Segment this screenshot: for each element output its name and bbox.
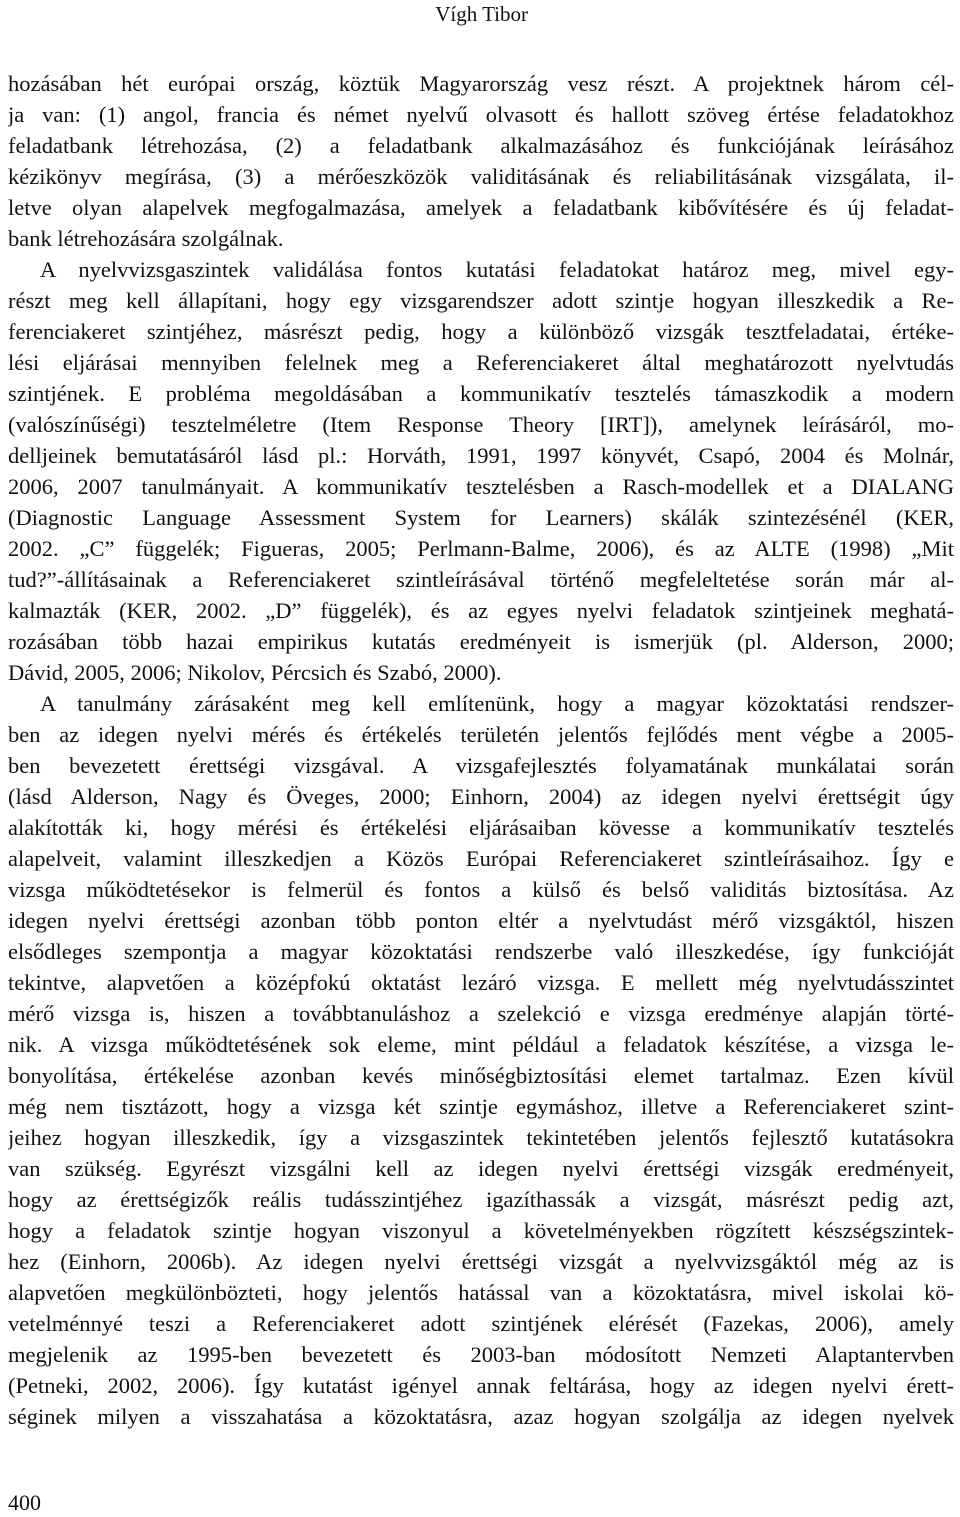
text-line: A nyelvvizsgaszintek validálása fontos kutatási feladatokat határoz meg, mivel egy- — [40, 257, 954, 282]
running-head: Vígh Tibor — [435, 2, 528, 26]
text-line: jeihez hogyan illeszkedik, így a vizsgaszintek tekintetében jelentős fejlesztő kutatásokra — [8, 1125, 954, 1150]
text-line: tekintve, alapvetően a középfokú oktatást lezáró vizsga. E mellett még nyelvtudásszintet — [8, 970, 954, 995]
text-line: hozásában hét európai ország, köztük Magyarország vesz részt. A projektnek három cél- — [8, 71, 954, 96]
text-line: 2006, 2007 tanulmányait. A kommunikatív tesztelésben a Rasch-modellek et a DIALANG — [8, 474, 954, 499]
text-line: lési eljárásai mennyiben felelnek meg a Referenciakeret által meghatározott nyelvtudás — [8, 350, 954, 375]
text-line: 2002. „C” függelék; Figueras, 2005; Perlmann-Balme, 2006), és az ALTE (1998) „Mit — [8, 536, 954, 561]
text-line: ja van: (1) angol, francia és német nyelvű olvasott és hallott szöveg értése feladatokhoz — [8, 102, 954, 127]
text-line: tud?”-állításainak a Referenciakeret szintleírásával történő megfeleltetése során már al- — [8, 567, 954, 592]
text-line: A tanulmány zárásaként meg kell említenünk, hogy a magyar közoktatási rendszer- — [40, 691, 954, 716]
text-line: rozásában több hazai empirikus kutatás eredményeit is ismerjük (pl. Alderson, 2000; — [8, 629, 954, 654]
text-line: kézikönyv megírása, (3) a mérőeszközök validitásának és reliabilitásának vizsgálata, il- — [8, 164, 954, 189]
text-line: (valószínűségi) tesztelméletre (Item Response Theory [IRT]), amelynek leírásáról, mo- — [8, 412, 954, 437]
text-line: megjelenik az 1995-ben bevezetett és 2003-ban módosított Nemzeti Alaptantervben — [8, 1342, 954, 1367]
text-line: feladatbank létrehozása, (2) a feladatbank alkalmazásához és funkciójának leírásához — [8, 133, 954, 158]
text-line: még nem tisztázott, hogy a vizsga két szintje egymáshoz, illetve a Referenciakeret szint- — [8, 1094, 954, 1119]
text-line: kalmazták (KER, 2002. „D” függelék), és az egyes nyelvi feladatok szintjeinek meghatá- — [8, 598, 954, 623]
text-line: hez (Einhorn, 2006b). Az idegen nyelvi érettségi vizsgát a nyelvvizsgáktól még az is — [8, 1249, 954, 1274]
text-line: mérő vizsga is, hiszen a továbbtanuláshoz a szelekció e vizsga eredménye alapján törté- — [8, 1001, 954, 1026]
text-line: ben az idegen nyelvi mérés és értékelés területén jelentős fejlődés ment végbe a 2005- — [8, 722, 954, 747]
text-line: alakították ki, hogy mérési és értékelési eljárásaiban kövesse a kommunikatív tesztelés — [8, 815, 954, 840]
text-line: vizsga működtetésekor is felmerül és fontos a külső és belső validitás biztosítása. Az — [8, 877, 954, 902]
text-line: elsődleges szempontja a magyar közoktatási rendszerbe való illeszkedése, így funkcióját — [8, 939, 954, 964]
body-text — [8, 68, 954, 1432]
text-line: séginek milyen a visszahatása a közoktatásra, azaz hogyan szolgálja az idegen nyelvek — [8, 1404, 954, 1429]
text-line: vetelménnyé teszi a Referenciakeret adott szintjének elérését (Fazekas, 2006), amely — [8, 1311, 954, 1336]
text-line: ben bevezetett érettségi vizsgával. A vizsgafejlesztés folyamatának munkálatai során — [8, 753, 954, 778]
text-line: van szükség. Egyrészt vizsgálni kell az idegen nyelvi érettségi vizsgák eredményeit, — [8, 1156, 954, 1181]
text-line: ferenciakeret szintjéhez, másrészt pedig, hogy a különböző vizsgák tesztfeladatai, értéke- — [8, 319, 954, 344]
text-line: nik. A vizsga működtetésének sok eleme, mint például a feladatok készítése, a vizsga le- — [8, 1032, 954, 1057]
text-line: bonyolítása, értékelése azonban kevés minőségbiztosítási elemet tartalmaz. Ezen kívül — [8, 1063, 954, 1088]
text-line: bank létrehozására szolgálnak. — [8, 226, 284, 251]
text-line: részt meg kell állapítani, hogy egy vizsgarendszer adott szintje hogyan illeszkedik a Re- — [8, 288, 954, 313]
page-number: 400 — [8, 1490, 41, 1515]
text-line: (lásd Alderson, Nagy és Öveges, 2000; Einhorn, 2004) az idegen nyelvi érettségit úgy — [8, 784, 954, 809]
text-line: szintjének. E probléma megoldásában a kommunikatív tesztelés támaszkodik a modern — [8, 381, 954, 406]
text-line: (Diagnostic Language Assessment System for Learners) skálák szintezésénél (KER, — [8, 505, 954, 530]
text-line: delljeinek bemutatásáról lásd pl.: Horváth, 1991, 1997 könyvét, Csapó, 2004 és Molnár, — [8, 443, 954, 468]
text-line: hogy az érettségizők reális tudásszintjéhez igazíthassák a vizsgát, másrészt pedig azt, — [8, 1187, 954, 1212]
text-line: Dávid, 2005, 2006; Nikolov, Pércsich és Szabó, 2000). — [8, 660, 502, 685]
text-line: (Petneki, 2002, 2006). Így kutatást igényel annak feltárása, hogy az idegen nyelvi érett- — [8, 1373, 954, 1398]
text-line: idegen nyelvi érettségi azonban több ponton eltér a nyelvtudást mérő vizsgáktól, hiszen — [8, 908, 954, 933]
text-line: letve olyan alapelvek megfogalmazása, amelyek a feladatbank kibővítésére és új feladat- — [8, 195, 954, 220]
text-line: alapvetően megkülönbözteti, hogy jelentős hatással van a közoktatásra, mivel iskolai kö- — [8, 1280, 954, 1305]
text-line: alapelveit, valamint illeszkedjen a Közös Európai Referenciakeret szintleírásaihoz. Így e — [8, 846, 954, 871]
text-line: hogy a feladatok szintje hogyan viszonyul a követelményekben rögzített készségszintek- — [8, 1218, 954, 1243]
